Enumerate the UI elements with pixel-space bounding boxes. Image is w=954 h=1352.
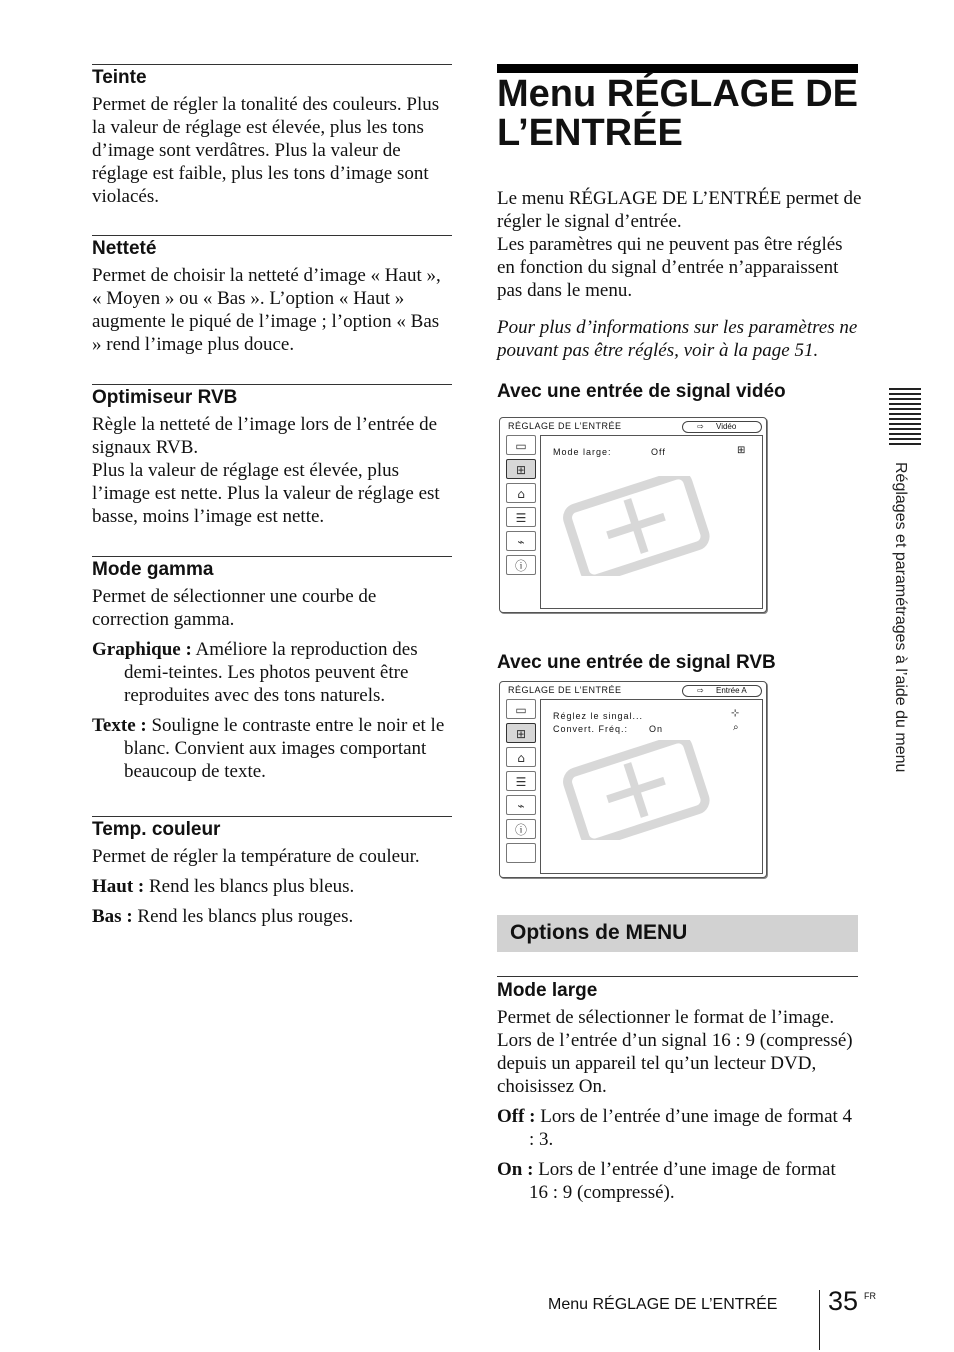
page-title-line2: L’ENTRÉE [497, 112, 683, 154]
picture-icon: ▭ [506, 435, 536, 455]
wide-mode-icon: ⊞ [737, 445, 746, 456]
section-nettete [92, 235, 452, 356]
heading-mode-large: Mode large [497, 980, 598, 1001]
language-code: FR [864, 1291, 876, 1301]
screen-video-icon-bar [504, 435, 538, 579]
options-band-label: Options de MENU [510, 921, 688, 944]
section-mode-gamma [92, 556, 452, 783]
setup-icon: ⌂ [506, 483, 536, 503]
option-bas-text: Rend les blancs plus rouges. [132, 906, 354, 927]
side-tab-text: Réglages et paramétrages à l’aide du menu [892, 462, 909, 773]
text-temp-couleur: Permet de régler la température de couleur. [92, 846, 420, 867]
page-title [497, 75, 867, 153]
input-setting-icon: ⊞ [506, 459, 536, 479]
heading-mode-gamma: Mode gamma [92, 559, 214, 580]
option-haut-text: Rend les blancs plus bleus. [144, 876, 355, 897]
watermark-icon [561, 476, 711, 576]
input-icon: ⇨ [697, 686, 704, 695]
signal-adjust-icon: ⊹ [731, 708, 740, 719]
screen-rvb-main [540, 699, 763, 874]
option-on-label: On : [497, 1159, 534, 1180]
info-icon: ⓘ [506, 819, 536, 839]
intro-text-2: Les paramètres qui ne peuvent pas être réglés en fonction du signal d’entrée n’apparaissent pas dans le menu. [497, 234, 843, 301]
screen-rvb-input: Entrée A [716, 686, 747, 695]
option-off-label: Off : [497, 1106, 536, 1127]
heading-video: Avec une entrée de signal vidéo [497, 381, 786, 402]
text-teinte: Permet de régler la tonalité des couleurs. Plus la valeur de réglage est élevée, plus les tons d’image sont verdâtres. Plus la valeur de réglage est faible, plus les tons d’image sont violacés. [92, 94, 440, 207]
screen-video-title: RÉGLAGE DE L’ENTRÉE [508, 421, 622, 431]
screen-rvb-input-pill [682, 685, 762, 697]
side-tab-lines [889, 388, 921, 448]
text-mode-large: Permet de sélectionner le format de l’image. Lors de l’entrée d’un signal 16 : 9 (compressé) depuis un appareil tel qu’un lecteur DVD, choisissez On. [497, 1007, 853, 1097]
option-on-text: Lors de l’entrée d’une image de format 16 : 9 (compressé). [529, 1159, 836, 1203]
option-on [497, 1158, 858, 1204]
option-off-text: Lors de l’entrée d’une image de format 4 : 3. [529, 1106, 853, 1150]
screen-rvb-row-reglez [553, 711, 643, 721]
empty-slot-icon [506, 843, 536, 863]
intro-text-1: Le menu RÉGLAGE DE L’ENTRÉE permet de régler le signal d’entrée. [497, 188, 862, 232]
option-bas [92, 905, 452, 928]
input-setting-icon: ⊞ [506, 723, 536, 743]
mode-large-label: Mode large: [553, 447, 612, 457]
screen-video-input-pill [682, 421, 762, 433]
option-texte-label: Texte : [92, 715, 147, 736]
reglez-signal-label: Réglez le singal... [553, 711, 644, 721]
section-teinte [92, 64, 452, 208]
section-temp-couleur [92, 816, 452, 928]
screen-rvb-title: RÉGLAGE DE L’ENTRÉE [508, 685, 622, 695]
footer-text: Menu RÉGLAGE DE L’ENTRÉE [548, 1296, 778, 1313]
footer-divider [819, 1290, 820, 1350]
option-haut-label: Haut : [92, 876, 145, 897]
frequency-icon: ⌕ [733, 722, 739, 733]
text-optimiseur-2: Plus la valeur de réglage est élevée, plus l’image est nette. Plus la valeur de réglage est basse, moins l’image est nette. [92, 460, 440, 527]
screen-video-main [540, 435, 763, 609]
option-texte [92, 714, 452, 783]
screen-video-row-mode-large [553, 447, 666, 457]
heading-rvb: Avec une entrée de signal RVB [497, 652, 776, 673]
option-texte-text: Souligne le contraste entre le noir et le blanc. Convient aux images comportant beaucoup de texte. [124, 715, 445, 782]
option-graphique-label: Graphique : [92, 639, 192, 660]
page-title-line1: Menu RÉGLAGE DE [497, 73, 859, 115]
screen-rvb [499, 681, 767, 878]
section-optimiseur-rvb [92, 384, 452, 528]
section-mode-large [497, 976, 858, 1204]
heading-nettete: Netteté [92, 238, 157, 259]
menu-icon: ☰ [506, 507, 536, 527]
text-nettete: Permet de choisir la netteté d’image « Haut », « Moyen » ou « Bas ». L’option « Haut » augmente le piqué de l’image ; l’option « Bas » rend l’image plus douce. [92, 265, 441, 355]
info-icon: ⓘ [506, 555, 536, 575]
heading-temp-couleur: Temp. couleur [92, 819, 221, 840]
intro [497, 187, 862, 362]
setup-icon: ⌂ [506, 747, 536, 767]
option-graphique [92, 638, 452, 707]
mode-large-value: Off [651, 447, 666, 457]
text-optimiseur-1: Règle la netteté de l’image lors de l’entrée de signaux RVB. [92, 414, 438, 458]
picture-icon: ▭ [506, 699, 536, 719]
watermark-icon [561, 740, 711, 840]
input-icon: ⇨ [697, 422, 704, 431]
screen-rvb-icon-bar [504, 699, 538, 867]
screen-video [499, 417, 767, 613]
intro-note: Pour plus d’informations sur les paramètres ne pouvant pas être réglés, voir à la page 51. [497, 317, 858, 361]
screen-video-input: Vidéo [716, 422, 737, 431]
screen-rvb-row-convert [553, 724, 664, 734]
installation-icon: ⌁ [506, 795, 536, 815]
option-graphique-text: Améliore la reproduction des demi-teintes. Les photos peuvent être reproduites avec des tons naturels. [124, 639, 418, 706]
convert-freq-label: Convert. Fréq.: [553, 724, 629, 734]
option-bas-label: Bas : [92, 906, 133, 927]
heading-optimiseur-rvb: Optimiseur RVB [92, 387, 238, 408]
text-mode-gamma: Permet de sélectionner une courbe de correction gamma. [92, 586, 377, 630]
convert-freq-value: On [649, 724, 664, 734]
page-number: 35 [828, 1286, 859, 1316]
title-bar [497, 64, 858, 73]
installation-icon: ⌁ [506, 531, 536, 551]
heading-teinte: Teinte [92, 67, 147, 88]
menu-icon: ☰ [506, 771, 536, 791]
options-band [497, 915, 858, 952]
option-haut [92, 875, 452, 898]
option-off [497, 1105, 858, 1151]
